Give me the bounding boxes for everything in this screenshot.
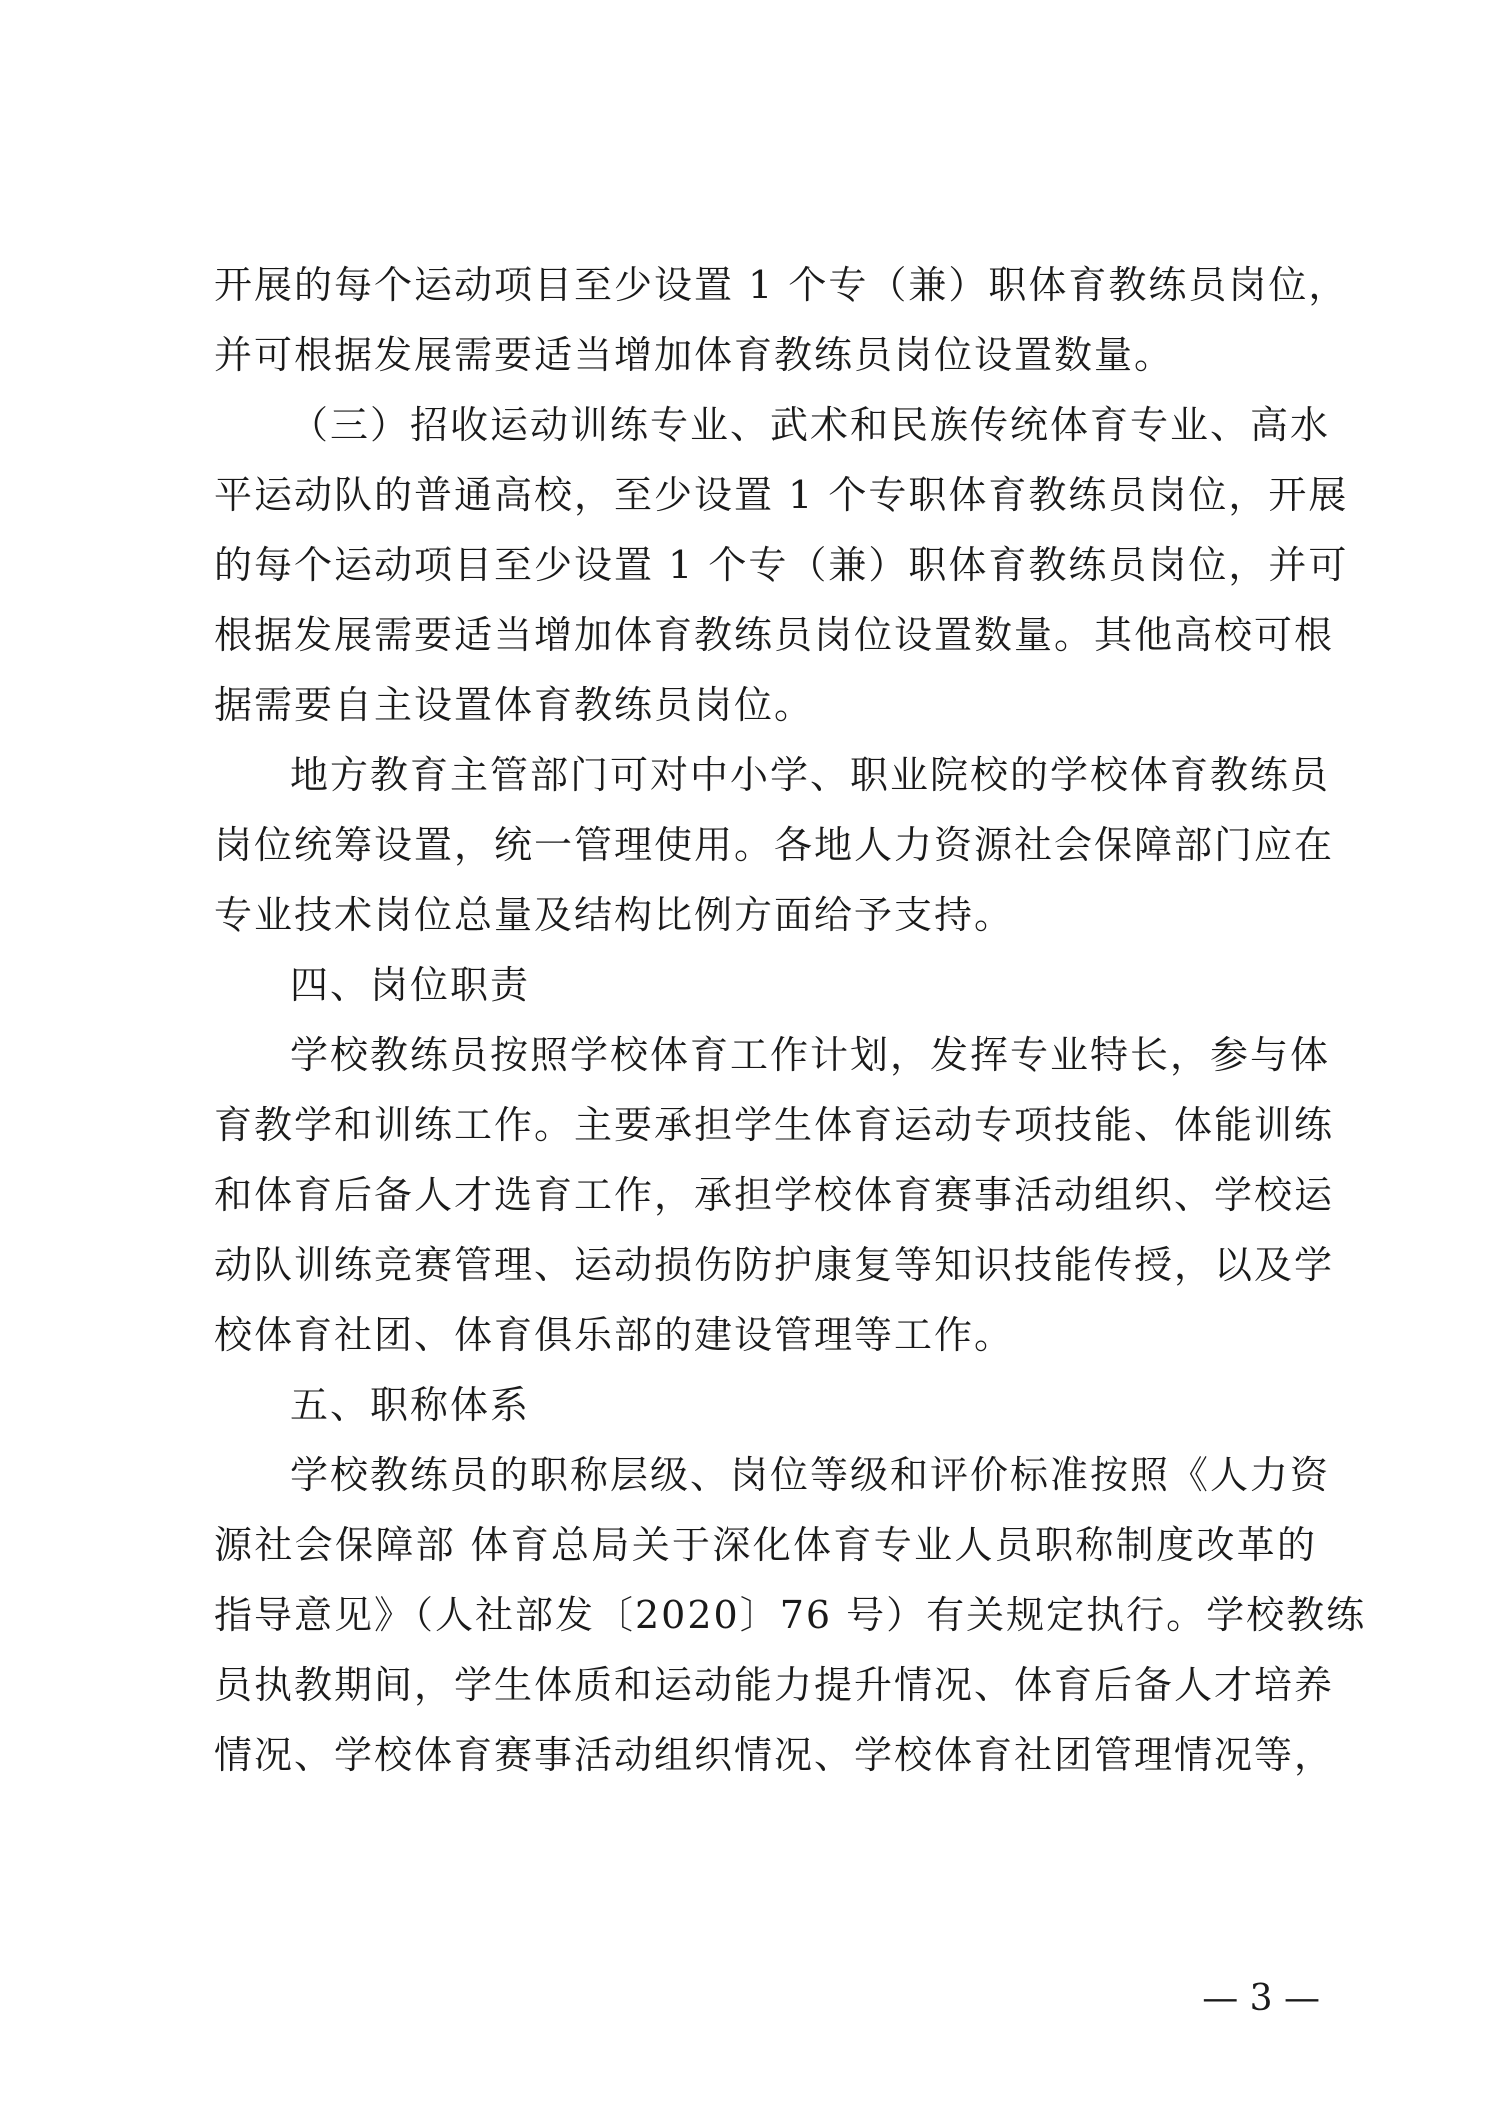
text-line: 指导意见》（人社部发〔2020〕76 号）有关规定执行。学校教练 bbox=[214, 1593, 1367, 1637]
text-line: 学校教练员按照学校体育工作计划，发挥专业特长，参与体 bbox=[290, 1033, 1331, 1077]
text-line: 校体育社团、体育俱乐部的建设管理等工作。 bbox=[214, 1313, 1015, 1357]
text-line: （三）招收运动训练专业、武术和民族传统体育专业、高水 bbox=[290, 403, 1331, 447]
section-heading-5: 五、职称体系 bbox=[290, 1383, 531, 1427]
text-line: 地方教育主管部门可对中小学、职业院校的学校体育教练员 bbox=[290, 753, 1331, 797]
text-line: 情况、学校体育赛事活动组织情况、学校体育社团管理情况等， bbox=[214, 1733, 1335, 1777]
text-line: 和体育后备人才选育工作，承担学校体育赛事活动组织、学校运 bbox=[214, 1173, 1335, 1217]
text-line: 动队训练竞赛管理、运动损伤防护康复等知识技能传授，以及学 bbox=[214, 1243, 1335, 1287]
section-heading-4: 四、岗位职责 bbox=[290, 963, 531, 1007]
text-line: 并可根据发展需要适当增加体育教练员岗位设置数量。 bbox=[214, 333, 1175, 377]
text-line: 开展的每个运动项目至少设置 1 个专（兼）职体育教练员岗位， bbox=[214, 263, 1349, 307]
document-body bbox=[214, 250, 1367, 1790]
text-line: 据需要自主设置体育教练员岗位。 bbox=[214, 683, 815, 727]
text-line: 学校教练员的职称层级、岗位等级和评价标准按照《人力资 bbox=[290, 1453, 1331, 1497]
page-number: — 3 — bbox=[1202, 1978, 1320, 2019]
text-line: 源社会保障部 体育总局关于深化体育专业人员职称制度改革的 bbox=[214, 1523, 1317, 1567]
text-line: 的每个运动项目至少设置 1 个专（兼）职体育教练员岗位，并可 bbox=[214, 543, 1349, 587]
text-line: 专业技术岗位总量及结构比例方面给予支持。 bbox=[214, 893, 1015, 937]
text-line: 平运动队的普通高校，至少设置 1 个专职体育教练员岗位，开展 bbox=[214, 473, 1349, 517]
text-line: 员执教期间，学生体质和运动能力提升情况、体育后备人才培养 bbox=[214, 1663, 1335, 1707]
text-line: 岗位统筹设置，统一管理使用。各地人力资源社会保障部门应在 bbox=[214, 823, 1335, 867]
text-line: 育教学和训练工作。主要承担学生体育运动专项技能、体能训练 bbox=[214, 1103, 1335, 1147]
text-line: 根据发展需要适当增加体育教练员岗位设置数量。其他高校可根 bbox=[214, 613, 1335, 657]
